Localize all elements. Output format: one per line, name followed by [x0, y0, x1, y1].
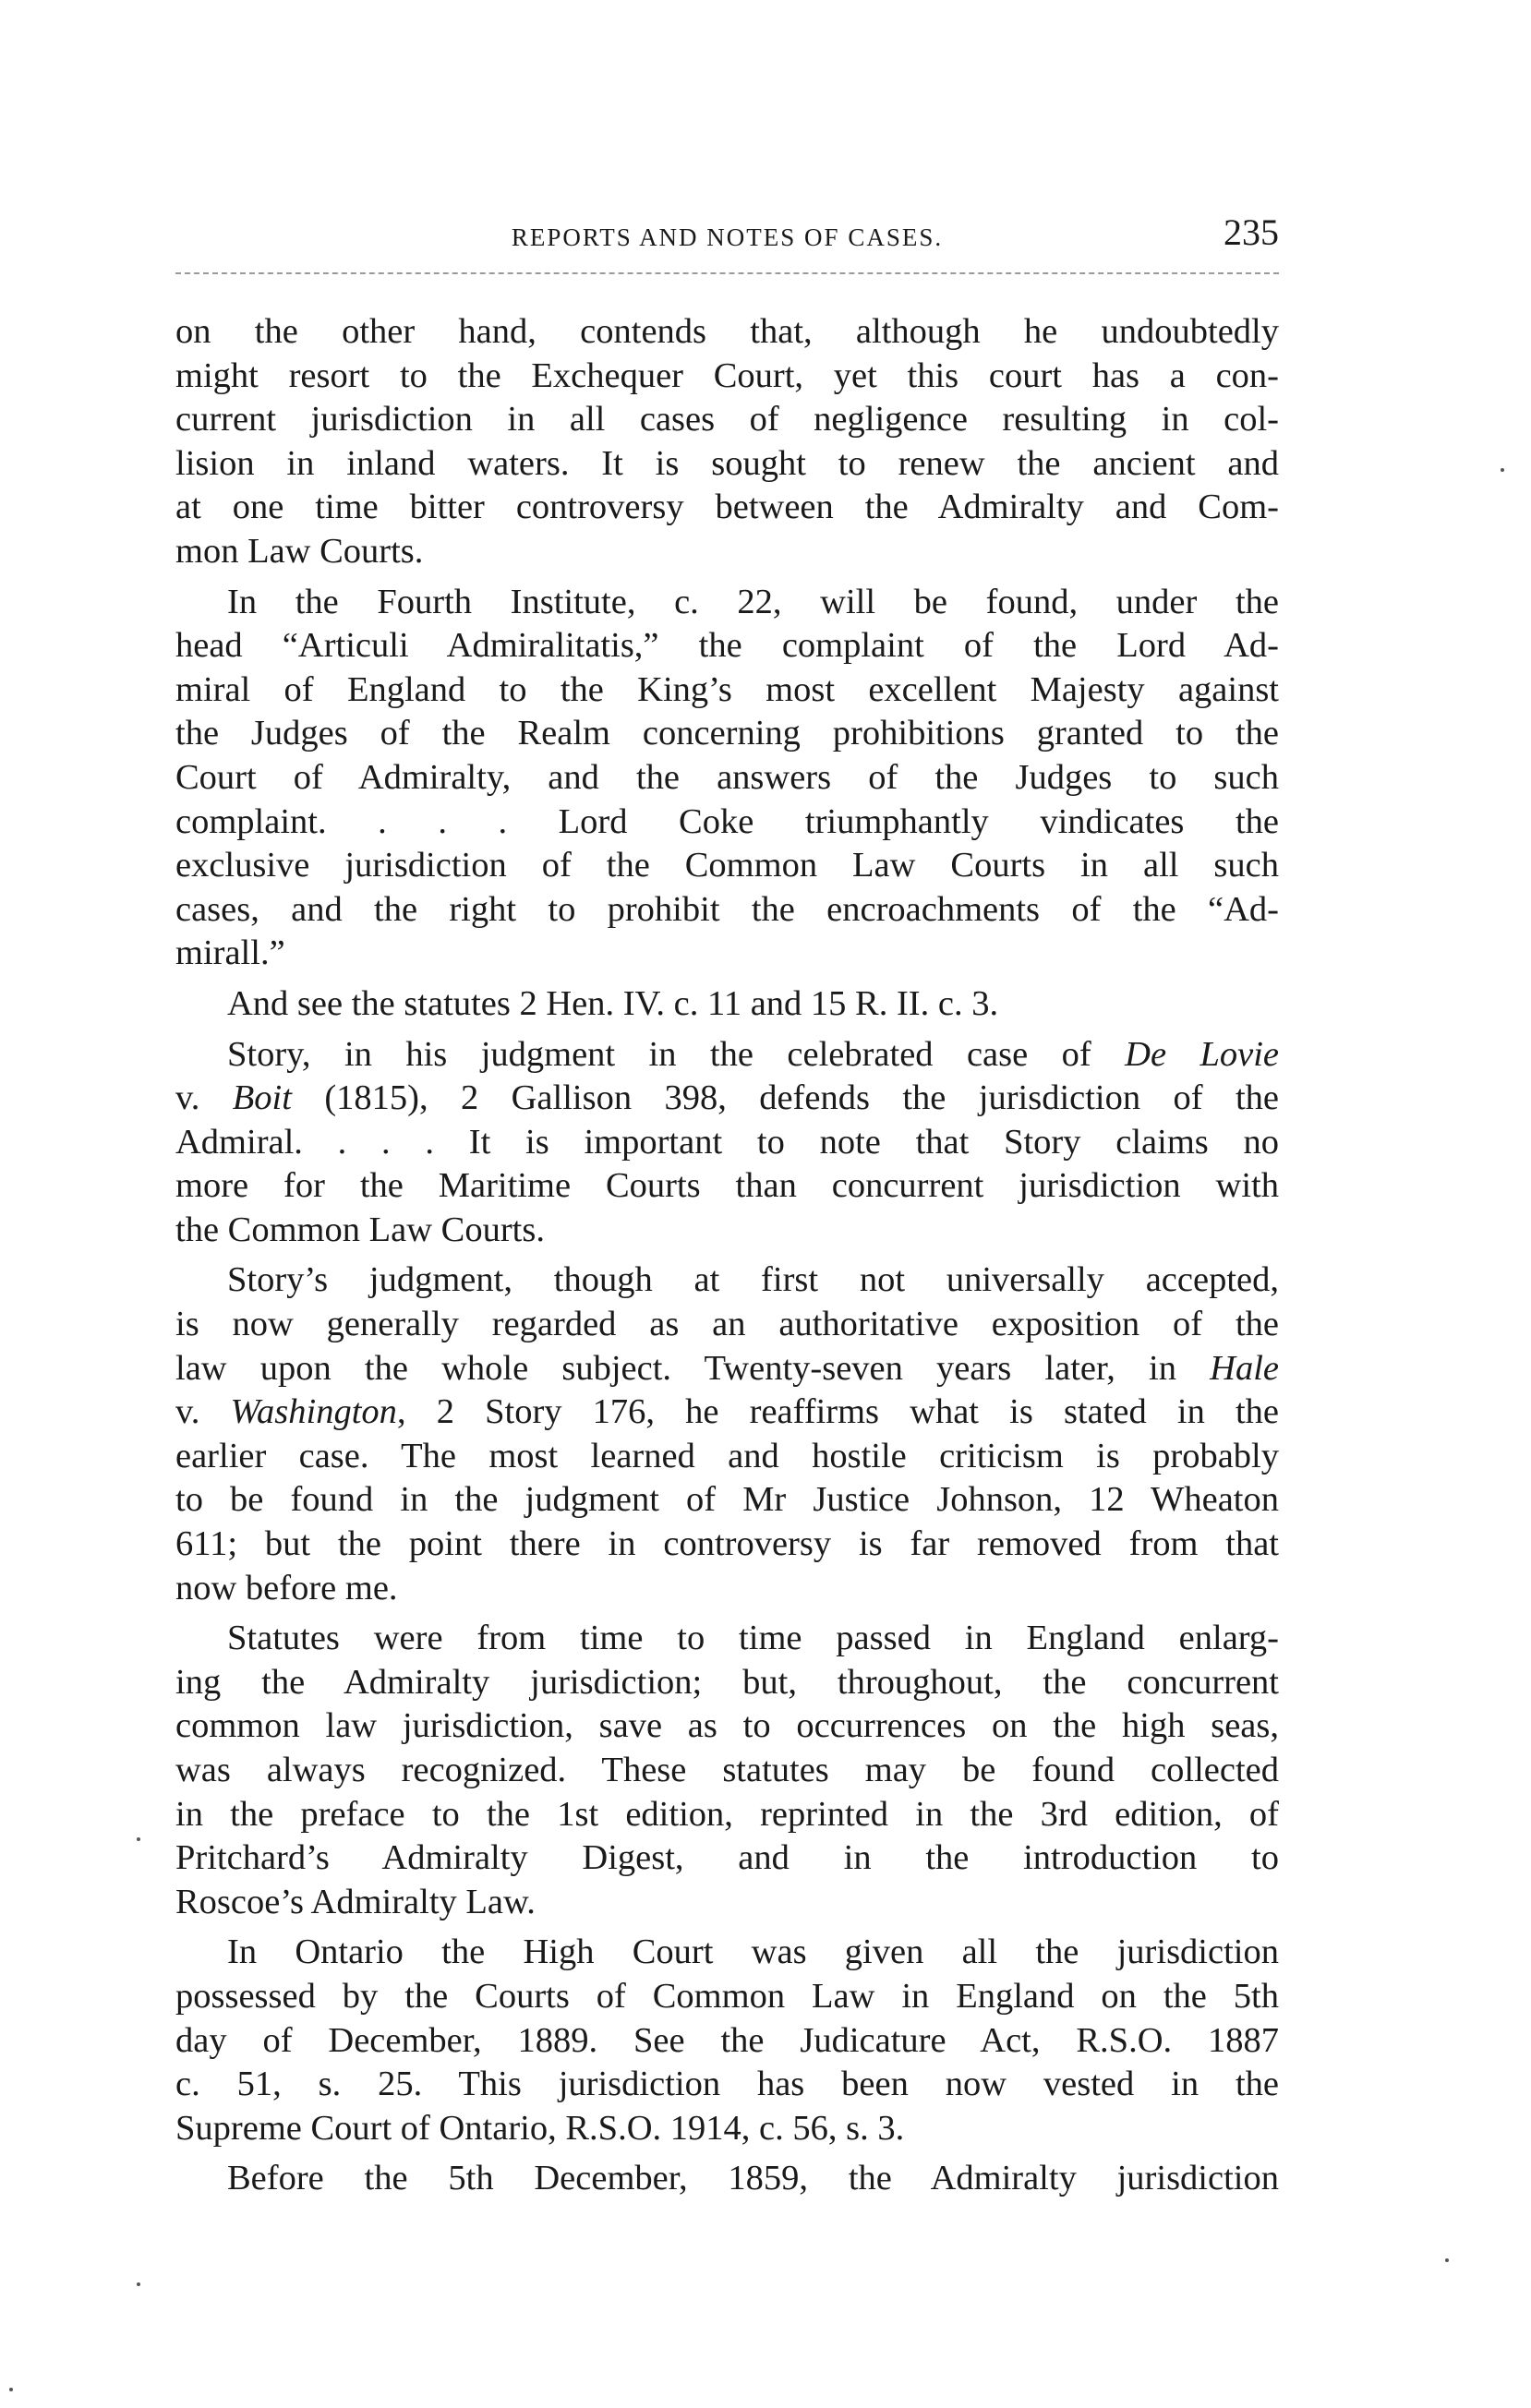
text-line: the Common Law Courts. [175, 1210, 545, 1249]
text-line: miral of England to the King’s most excellent Majesty against [175, 669, 1279, 709]
header-rule [175, 272, 1279, 274]
text-line: mirall.” [175, 933, 285, 973]
text-line: c. 51, s. 25. This jurisdiction has been now vested in the [175, 2065, 1279, 2104]
running-head [175, 211, 1279, 266]
text-line: the Judges of the Realm concerning prohibitions granted to the [175, 714, 1279, 753]
text-line: more for the Maritime Courts than concurrent jurisdiction with [175, 1166, 1279, 1206]
text-line: Story’s judgment, though at first not universally accepted, [227, 1260, 1279, 1300]
text-line: day of December, 1889. See the Judicature Act, R.S.O. 1887 [175, 2020, 1279, 2060]
text-line: to be found in the judgment of Mr Justice Johnson, 12 Wheaton [175, 1480, 1279, 1520]
text-line: ing the Admiralty jurisdiction; but, throughout, the concurrent [175, 1662, 1279, 1702]
text-line: is now generally regarded as an authoritative exposition of the [175, 1305, 1279, 1344]
running-title: REPORTS AND NOTES OF CASES. [511, 223, 944, 251]
text-line: head “Articuli Admiralitatis,” the complaint of the Lord Ad- [175, 626, 1279, 666]
text-line: Statutes were from time to time passed in England enlarg- [227, 1619, 1279, 1658]
scan-speck [9, 2388, 13, 2391]
paragraph [175, 982, 1279, 1027]
text-line: possessed by the Courts of Common Law in England on the 5th [175, 1976, 1279, 2016]
text-line: Before the 5th December, 1859, the Admiralty jurisdiction [227, 2159, 1279, 2198]
text-line: exclusive jurisdiction of the Common Law Courts in all such [175, 846, 1279, 885]
text-line: Pritchard’s Admiralty Digest, and in the introduction to [175, 1838, 1279, 1878]
text-line: v. Boit (1815), 2 Gallison 398, defends the jurisdiction of the [175, 1078, 1279, 1118]
scan-speck [1445, 2258, 1449, 2262]
text-line: Supreme Court of Ontario, R.S.O. 1914, c. 56, s. 3. [175, 2108, 905, 2148]
text-line: current jurisdiction in all cases of negligence resulting in col- [175, 400, 1279, 439]
text-line: in the preface to the 1st edition, reprinted in the 3rd edition, of [175, 1794, 1279, 1834]
text-line: Court of Admiralty, and the answers of the Judges to such [175, 757, 1279, 797]
text-line: law upon the whole subject. Twenty-seven years later, in Hale [175, 1348, 1279, 1388]
text-line: was always recognized. These statutes may be found collected [175, 1751, 1279, 1789]
paragraph [175, 310, 1279, 574]
text-line: common law jurisdiction, save as to occurrences on the high seas, [175, 1706, 1279, 1746]
text-line: on the other hand, contends that, although he undoubtedly [175, 312, 1279, 351]
scan-speck [137, 2282, 140, 2286]
paragraph [175, 1931, 1279, 2150]
text-line: complaint. . . . Lord Coke triumphantly vindicates the [175, 801, 1279, 841]
text-line: In the Fourth Institute, c. 22, will be found, under the [227, 582, 1279, 621]
text-line: might resort to the Exchequer Court, yet this court has a con- [175, 355, 1279, 395]
text-line: cases, and the right to prohibit the encroachments of the “Ad- [175, 889, 1279, 929]
text-line: at one time bitter controversy between the Admiralty and Com- [175, 488, 1279, 527]
text-line: Story, in his judgment in the celebrated case of De Lovie [227, 1034, 1279, 1074]
paragraph [175, 581, 1279, 976]
body-text [175, 310, 1279, 2208]
text-line: 611; but the point there in controversy is far removed from that [175, 1524, 1279, 1564]
text-line: Roscoe’s Admiralty Law. [175, 1882, 536, 1921]
text-line: And see the statutes 2 Hen. IV. c. 11 and 15 R. II. c. 3. [227, 983, 999, 1023]
text-line: v. Washington, 2 Story 176, he reaffirms what is stated in the [175, 1392, 1279, 1432]
paragraph [175, 1258, 1279, 1610]
paragraph [175, 2157, 1279, 2201]
page-number: 235 [1224, 211, 1279, 253]
scan-speck [137, 1837, 140, 1841]
scan-speck [1501, 468, 1504, 472]
text-line: mon Law Courts. [175, 531, 424, 571]
text-line: earlier case. The most learned and hostile criticism is probably [175, 1436, 1279, 1475]
paragraph [175, 1033, 1279, 1253]
text-line: In Ontario the High Court was given all the jurisdiction [227, 1932, 1279, 1972]
text-line: lision in inland waters. It is sought to renew the ancient and [175, 443, 1279, 483]
paragraph [175, 1617, 1279, 1924]
text-line: now before me. [175, 1568, 398, 1607]
text-line: Admiral. . . . It is important to note that Story claims no [175, 1122, 1279, 1162]
